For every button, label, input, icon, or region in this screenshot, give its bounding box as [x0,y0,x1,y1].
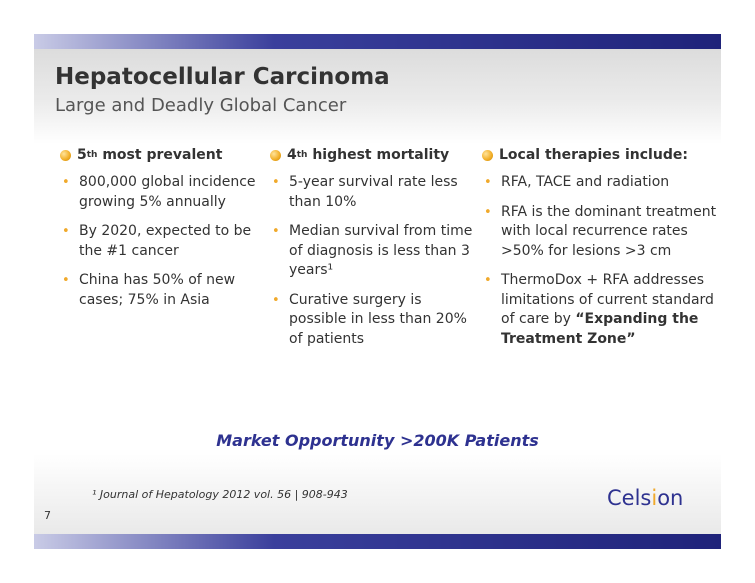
top-banner [34,34,721,49]
orange-dot-icon [60,150,71,161]
heading-number: 4 [287,147,297,163]
slide-title: Hepatocellular Carcinoma [55,64,390,90]
bullet-icon: • [484,204,492,220]
list-item-text: By 2020, expected to be the #1 cancer [79,223,252,259]
page-number: 7 [44,509,51,522]
bullet-icon: • [484,273,492,288]
market-opportunity-callout: Market Opportunity >200K Patients [216,431,539,450]
logo-part: i [651,486,658,510]
heading-ordinal: th [86,150,98,160]
bullet-list [482,173,717,349]
column-prevalence [60,147,260,320]
bottom-banner [34,534,721,549]
list-item [270,173,480,212]
column-heading [270,147,480,163]
list-item [60,222,260,261]
column-heading [60,147,260,163]
heading-text: Local therapies include: [499,147,688,163]
list-item-text: China has 50% of new cases; 75% in Asia [79,272,236,308]
logo-part: Cels [607,486,652,510]
logo-part: on [657,486,684,510]
list-item-text: RFA is the dominant treatment with local recurrence rates >50% for lesions >3 cm [501,203,717,259]
list-item-text: Curative surgery is possible in less than 20% of patients [289,291,467,347]
heading-number: 5 [77,147,87,163]
list-item [482,173,717,193]
heading-text: highest mortality [307,147,450,163]
list-item-text: 800,000 global incidence growing 5% annually [79,174,256,210]
slide [34,34,721,549]
list-item [60,173,260,212]
column-mortality [270,147,480,359]
list-item-text: Median survival from time of diagnosis is less than 3 years¹ [289,223,473,278]
bullet-list [270,173,480,349]
list-item-emphasis: “Expanding the Treatment Zone” [501,311,699,347]
list-item [270,291,480,350]
bullet-icon: • [62,224,70,239]
celsion-logo [607,484,684,514]
orange-dot-icon [482,150,493,161]
slide-subtitle: Large and Deadly Global Cancer [55,95,347,116]
bullet-icon: • [272,224,280,239]
list-item-text: ThermoDox + RFA addresses limitations of current standard of care by [501,272,714,327]
bullet-icon: • [272,292,280,308]
heading-text: most prevalent [97,147,223,163]
list-item-text: RFA, TACE and radiation [501,174,670,190]
bullet-list [60,173,260,310]
column-local-therapies [482,147,717,359]
logo-wordmark [607,486,683,510]
footnote: ¹ Journal of Hepatology 2012 vol. 56 | 908-943 [92,488,348,501]
list-item [270,222,480,281]
list-item [482,203,717,262]
list-item-text: 5-year survival rate less than 10% [289,174,458,210]
bullet-icon: • [484,175,492,190]
bullet-icon: • [62,175,70,190]
heading-ordinal: th [296,150,308,160]
bullet-icon: • [272,175,280,190]
bullet-icon: • [62,273,70,288]
list-item [60,271,260,310]
column-heading [482,147,717,163]
orange-dot-icon [270,150,281,161]
list-item [482,271,717,349]
